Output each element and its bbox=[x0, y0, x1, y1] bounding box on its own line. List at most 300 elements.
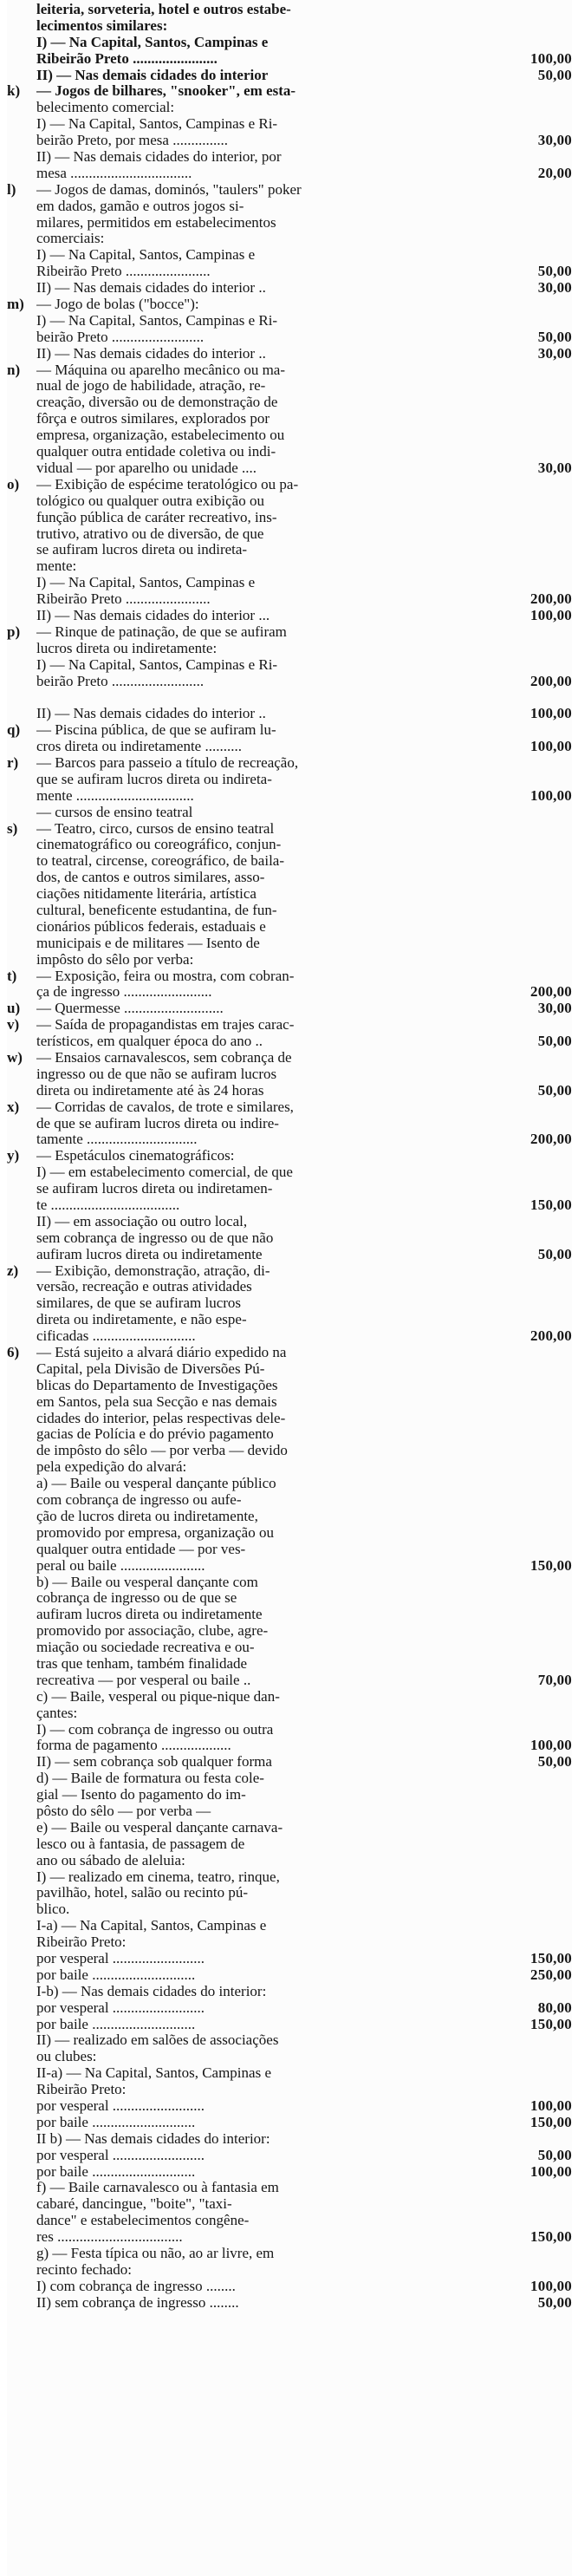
item-marker: 6) bbox=[7, 1344, 20, 1361]
schedule-line bbox=[7, 1771, 572, 1787]
schedule-line bbox=[7, 133, 572, 149]
item-text: por baile ............................ bbox=[36, 1966, 196, 1983]
item-text: promovido por associação, clube, agre- bbox=[36, 1623, 269, 1640]
item-text: dance" e estabelecimentos congêne- bbox=[36, 2213, 250, 2229]
schedule-line bbox=[7, 1984, 572, 2000]
item-text: g) — Festa típica ou não, ao ar livre, em bbox=[36, 2246, 275, 2262]
schedule-line bbox=[7, 2049, 572, 2065]
schedule-line bbox=[7, 984, 572, 1001]
schedule-line bbox=[7, 1214, 572, 1230]
schedule-line bbox=[7, 1705, 572, 1722]
item-text: II b) — Nas demais cidades do interior: bbox=[36, 2130, 270, 2147]
item-text: forma de pagamento ................... bbox=[36, 1738, 231, 1754]
fee-amount: 100,00 bbox=[530, 705, 572, 722]
item-text: cificadas ............................ bbox=[36, 1328, 196, 1345]
item-text: promovido por empresa, organização ou bbox=[36, 1524, 274, 1541]
fee-amount: 50,00 bbox=[537, 263, 572, 280]
item-text: I) — Na Capital, Santos, Campinas e bbox=[36, 247, 256, 264]
fee-amount: 100,00 bbox=[530, 738, 572, 755]
fee-amount: 50,00 bbox=[537, 66, 572, 83]
item-text: — cursos de ensino teatral bbox=[36, 804, 193, 820]
item-text: — Máquina ou aparelho mecânico ou ma- bbox=[36, 362, 286, 378]
item-text: I) — Na Capital, Santos, Campinas e Ri- bbox=[36, 656, 278, 673]
item-text: blicas do Departamento de Investigações bbox=[36, 1377, 278, 1393]
fee-amount: 30,00 bbox=[537, 344, 572, 362]
fee-schedule-list bbox=[7, 2, 572, 2312]
item-text: por vesperal ......................... bbox=[36, 2147, 205, 2163]
item-text: — Ensaios carnavalescos, sem cobrança de bbox=[36, 1050, 292, 1066]
item-text: cinematográfico ou coreográfico, conjun- bbox=[36, 837, 282, 853]
item-marker: o) bbox=[7, 475, 20, 492]
item-text: aufiram lucros direta ou indiretamente bbox=[36, 1607, 263, 1623]
fee-amount: 150,00 bbox=[530, 1197, 572, 1214]
schedule-line bbox=[7, 689, 572, 706]
item-text: II) — Nas demais cidades do interior, por bbox=[36, 149, 282, 166]
item-text: a) — Baile ou vesperal dançante público bbox=[36, 1476, 276, 1492]
item-text: ano ou sábado de aleluia: bbox=[36, 1852, 185, 1868]
schedule-line bbox=[7, 100, 572, 116]
schedule-line bbox=[7, 1869, 572, 1886]
item-text: — Barcos para passeio a título de recreação, bbox=[36, 754, 299, 771]
schedule-line bbox=[7, 182, 572, 199]
fee-amount: 50,00 bbox=[537, 1033, 572, 1050]
schedule-line bbox=[7, 641, 572, 657]
schedule-line bbox=[7, 1836, 572, 1853]
item-text: recreativa — por vesperal ou baile .. bbox=[36, 1672, 251, 1688]
schedule-line bbox=[7, 870, 572, 886]
schedule-line bbox=[7, 903, 572, 919]
fee-amount: 150,00 bbox=[530, 2113, 572, 2130]
schedule-line bbox=[7, 460, 572, 477]
item-text: — Piscina pública, de que se aufiram lu- bbox=[36, 722, 276, 739]
item-text: Ribeirão Preto ....................... bbox=[36, 264, 211, 280]
item-marker: m) bbox=[7, 296, 24, 313]
schedule-line bbox=[7, 1426, 572, 1443]
item-text: II) — sem cobrança sob qualquer forma bbox=[36, 1754, 272, 1771]
item-text: nual de jogo de habilidade, atração, re- bbox=[36, 378, 266, 395]
fee-amount: 200,00 bbox=[530, 983, 572, 1001]
item-text: to teatral, circense, coreográfico, de baila- bbox=[36, 853, 285, 870]
item-text: Capital, pela Divisão de Diversões Pú- bbox=[36, 1360, 265, 1377]
item-text: d) — Baile de formatura ou festa cole- bbox=[36, 1771, 264, 1787]
schedule-line bbox=[7, 575, 572, 591]
schedule-line bbox=[7, 2196, 572, 2213]
schedule-line bbox=[7, 2082, 572, 2098]
schedule-line bbox=[7, 2213, 572, 2229]
item-text: — Exibição, demonstração, atração, di- bbox=[36, 1262, 270, 1279]
item-text: Ribeirão Preto ....................... bbox=[36, 591, 211, 608]
item-text: mente: bbox=[36, 558, 77, 575]
item-text: recinto fechado: bbox=[36, 2261, 132, 2278]
schedule-line bbox=[7, 952, 572, 968]
schedule-line bbox=[7, 329, 572, 346]
schedule-line bbox=[7, 1722, 572, 1738]
schedule-line bbox=[7, 674, 572, 690]
fee-amount: 150,00 bbox=[530, 2015, 572, 2032]
item-text: Ribeirão Preto ....................... bbox=[36, 50, 218, 67]
item-text: — Jogos de damas, dominós, "taulers" poker bbox=[36, 181, 302, 198]
item-text: e) — Baile ou vesperal dançante carnava- bbox=[36, 1819, 283, 1836]
document-page bbox=[7, 0, 572, 2576]
schedule-line bbox=[7, 18, 572, 35]
item-text: I) com cobrança de ingresso ........ bbox=[36, 2278, 236, 2294]
item-text: creação, diversão ou de demonstração de bbox=[36, 395, 278, 411]
item-text: I) — realizado em cinema, teatro, rinque, bbox=[36, 1868, 280, 1885]
item-text: por vesperal ......................... bbox=[36, 2098, 205, 2114]
item-text: — Exposição, feira ou mostra, com cobran- bbox=[36, 968, 295, 984]
item-text: função pública de caráter recreativo, ins- bbox=[36, 509, 277, 525]
item-text: II) — Nas demais cidades do interior ... bbox=[36, 607, 270, 623]
schedule-line bbox=[7, 706, 572, 722]
schedule-line bbox=[7, 1099, 572, 1116]
item-text: se aufiram lucros direta ou indireta- bbox=[36, 542, 248, 558]
schedule-line bbox=[7, 1558, 572, 1575]
item-text: I) — Na Capital, Santos, Campinas e bbox=[36, 575, 256, 591]
fee-amount: 70,00 bbox=[537, 1671, 572, 1688]
schedule-line bbox=[7, 395, 572, 411]
item-marker: t) bbox=[7, 967, 17, 984]
fee-amount: 100,00 bbox=[530, 1737, 572, 1754]
schedule-line bbox=[7, 427, 572, 444]
schedule-line bbox=[7, 739, 572, 755]
schedule-line bbox=[7, 1754, 572, 1771]
item-text: versão, recreação e outras atividades bbox=[36, 1279, 252, 1295]
schedule-line bbox=[7, 1001, 572, 1017]
item-text: — Corridas de cavalos, de trote e similares, bbox=[36, 1099, 294, 1115]
item-text: I) — Na Capital, Santos, Campinas e bbox=[36, 34, 269, 50]
schedule-line bbox=[7, 231, 572, 247]
schedule-line bbox=[7, 1411, 572, 1427]
schedule-line bbox=[7, 1066, 572, 1083]
fee-amount: 30,00 bbox=[537, 279, 572, 297]
item-text: tológico ou qualquer outra exibição ou bbox=[36, 492, 264, 509]
schedule-line bbox=[7, 1263, 572, 1280]
schedule-line bbox=[7, 362, 572, 379]
item-marker: s) bbox=[7, 819, 18, 837]
item-text: de que se aufiram lucros direta ou indire- bbox=[36, 1115, 279, 1131]
item-text: leiteria, sorveteria, hotel e outros estabe- bbox=[36, 2, 291, 17]
item-text: lecimentos similares: bbox=[36, 17, 168, 34]
item-text: direta ou indiretamente, e não espe- bbox=[36, 1312, 247, 1328]
item-text: direta ou indiretamente até às 24 horas bbox=[36, 1082, 264, 1099]
schedule-line bbox=[7, 35, 572, 51]
schedule-line bbox=[7, 1542, 572, 1558]
schedule-line bbox=[7, 558, 572, 575]
item-text: te ................................... bbox=[36, 1197, 180, 1214]
schedule-line bbox=[7, 1131, 572, 1148]
schedule-line bbox=[7, 853, 572, 870]
item-text: I) — em estabelecimento comercial, de que bbox=[36, 1164, 293, 1181]
item-text: similares, de que se aufiram lucros bbox=[36, 1295, 242, 1312]
item-text: gial — Isento do pagamento do im- bbox=[36, 1787, 246, 1803]
schedule-line bbox=[7, 2000, 572, 2017]
item-text: cidades do interior, pelas respectivas dele- bbox=[36, 1410, 286, 1426]
item-text: — Exibição de espécime teratológico ou pa- bbox=[36, 476, 299, 492]
item-marker: p) bbox=[7, 623, 21, 640]
fee-amount: 50,00 bbox=[537, 1245, 572, 1262]
schedule-line bbox=[7, 1803, 572, 1820]
item-text: ingresso ou de que não se aufiram lucros bbox=[36, 1066, 277, 1082]
item-text: I) — com cobrança de ingresso ou outra bbox=[36, 1721, 274, 1738]
schedule-line bbox=[7, 542, 572, 558]
schedule-line bbox=[7, 1476, 572, 1492]
schedule-line bbox=[7, 526, 572, 543]
schedule-line bbox=[7, 788, 572, 805]
item-text: municipais e de militares — Isento de bbox=[36, 935, 260, 951]
schedule-line bbox=[7, 1394, 572, 1411]
schedule-line bbox=[7, 1787, 572, 1803]
schedule-line bbox=[7, 313, 572, 329]
item-text: em Santos, pela sua Secção e nas demais bbox=[36, 1393, 277, 1410]
fee-amount: 150,00 bbox=[530, 2228, 572, 2246]
item-text: empresa, organização, estabelecimento ou bbox=[36, 427, 285, 444]
item-text: Ribeirão Preto: bbox=[36, 1934, 127, 1951]
schedule-line bbox=[7, 1328, 572, 1345]
fee-amount: 100,00 bbox=[530, 49, 572, 67]
schedule-line bbox=[7, 1885, 572, 1901]
schedule-line bbox=[7, 1951, 572, 1967]
schedule-line bbox=[7, 722, 572, 739]
schedule-line bbox=[7, 1509, 572, 1525]
schedule-line bbox=[7, 264, 572, 280]
item-text: que se aufiram lucros direta ou indireta- bbox=[36, 771, 272, 787]
item-marker: n) bbox=[7, 361, 21, 378]
schedule-line bbox=[7, 411, 572, 427]
schedule-line bbox=[7, 1443, 572, 1459]
item-text: por vesperal ......................... bbox=[36, 1999, 205, 2016]
schedule-line bbox=[7, 1590, 572, 1607]
item-text: — Jogos de bilhares, "snooker", em esta- bbox=[36, 83, 296, 100]
item-text: miação ou sociedade recreativa e ou- bbox=[36, 1640, 255, 1656]
schedule-line bbox=[7, 2, 572, 18]
item-marker: v) bbox=[7, 1016, 20, 1034]
fee-amount: 30,00 bbox=[537, 1000, 572, 1017]
schedule-line bbox=[7, 1623, 572, 1640]
schedule-line bbox=[7, 1050, 572, 1066]
item-text: com cobrança de ingresso ou aufe- bbox=[36, 1492, 242, 1509]
schedule-line bbox=[7, 199, 572, 215]
schedule-line bbox=[7, 1181, 572, 1197]
item-text: — Espetáculos cinematográficos: bbox=[36, 1148, 235, 1164]
schedule-line bbox=[7, 1148, 572, 1164]
item-text: II) — Nas demais cidades do interior .. bbox=[36, 280, 266, 297]
item-text: qualquer outra entidade coletiva ou indi- bbox=[36, 444, 276, 460]
schedule-line bbox=[7, 297, 572, 313]
schedule-line bbox=[7, 886, 572, 903]
schedule-line bbox=[7, 1901, 572, 1918]
fee-amount: 150,00 bbox=[530, 1949, 572, 1966]
fee-amount: 100,00 bbox=[530, 2097, 572, 2114]
item-text: terísticos, em qualquer época do ano .. bbox=[36, 1034, 263, 1050]
schedule-line bbox=[7, 591, 572, 608]
item-text: se aufiram lucros direta ou indiretamen- bbox=[36, 1181, 273, 1197]
schedule-line bbox=[7, 1607, 572, 1623]
schedule-line bbox=[7, 1378, 572, 1394]
item-text: — Está sujeito a alvará diário expedido na bbox=[36, 1345, 287, 1361]
schedule-line bbox=[7, 247, 572, 264]
schedule-line bbox=[7, 1197, 572, 1214]
schedule-line bbox=[7, 1575, 572, 1591]
item-text: cabaré, dancingue, "boite", "taxi- bbox=[36, 2196, 232, 2213]
item-text: beirão Preto ......................... bbox=[36, 329, 205, 345]
schedule-line bbox=[7, 444, 572, 460]
schedule-line bbox=[7, 1164, 572, 1181]
schedule-line bbox=[7, 755, 572, 772]
item-text: I-a) — Na Capital, Santos, Campinas e bbox=[36, 1918, 267, 1934]
fee-amount: 200,00 bbox=[530, 590, 572, 608]
schedule-line bbox=[7, 2246, 572, 2262]
fee-amount: 150,00 bbox=[530, 1556, 572, 1574]
item-text: pela expedição do alvará: bbox=[36, 1459, 187, 1476]
schedule-line bbox=[7, 657, 572, 674]
schedule-line bbox=[7, 1361, 572, 1378]
item-text: II) sem cobrança de ingresso ........ bbox=[36, 2294, 239, 2311]
item-text: II) — Nas demais cidades do interior .. bbox=[36, 345, 266, 362]
schedule-line bbox=[7, 2032, 572, 2049]
schedule-line bbox=[7, 1083, 572, 1099]
schedule-line bbox=[7, 1230, 572, 1247]
schedule-line bbox=[7, 1345, 572, 1361]
item-text: pavilhão, hotel, salão ou recinto pú- bbox=[36, 1885, 249, 1901]
item-text: lucros direta ou indiretamente: bbox=[36, 640, 218, 656]
item-text: em dados, gamão e outros jogos si- bbox=[36, 198, 244, 214]
schedule-line bbox=[7, 1525, 572, 1542]
item-text: — Quermesse ........................... bbox=[36, 1001, 224, 1017]
item-text: qualquer outra entidade — por ves- bbox=[36, 1541, 246, 1557]
item-text: II) — em associação ou outro local, bbox=[36, 1213, 248, 1229]
schedule-line bbox=[7, 2148, 572, 2164]
schedule-line bbox=[7, 805, 572, 821]
item-text: tras que tenham, também finalidade bbox=[36, 1655, 248, 1672]
item-text: I) — Na Capital, Santos, Campinas e Ri- bbox=[36, 116, 278, 133]
item-text: — Jogo de bolas ("bocce"): bbox=[36, 297, 199, 313]
fee-amount: 50,00 bbox=[537, 328, 572, 345]
schedule-line bbox=[7, 1689, 572, 1705]
item-text: mesa ................................. bbox=[36, 165, 192, 181]
item-marker: w) bbox=[7, 1049, 23, 1066]
item-text: impôsto do sêlo por verba: bbox=[36, 951, 194, 968]
item-text: tamente .............................. bbox=[36, 1131, 198, 1148]
schedule-line bbox=[7, 2295, 572, 2312]
schedule-line bbox=[7, 1656, 572, 1673]
schedule-line bbox=[7, 2164, 572, 2181]
schedule-line bbox=[7, 1312, 572, 1328]
schedule-line bbox=[7, 477, 572, 493]
schedule-line bbox=[7, 772, 572, 788]
schedule-line bbox=[7, 2098, 572, 2115]
schedule-line bbox=[7, 919, 572, 936]
fee-amount: 20,00 bbox=[537, 164, 572, 181]
item-text: dos, de cantos e outros similares, asso- bbox=[36, 870, 265, 886]
schedule-line bbox=[7, 149, 572, 166]
item-text: ou clubes: bbox=[36, 2049, 97, 2065]
item-text: I) — Na Capital, Santos, Campinas e Ri- bbox=[36, 312, 278, 329]
item-text: beirão Preto, por mesa ............... bbox=[36, 133, 228, 149]
fee-amount: 250,00 bbox=[530, 1966, 572, 1983]
item-text: II-a) — Na Capital, Santos, Campinas e bbox=[36, 2065, 271, 2082]
item-text: por baile ............................ bbox=[36, 2114, 196, 2130]
schedule-line bbox=[7, 837, 572, 853]
fee-amount: 80,00 bbox=[537, 1999, 572, 2016]
schedule-line bbox=[7, 2065, 572, 2082]
schedule-line bbox=[7, 1673, 572, 1689]
item-text: por vesperal ......................... bbox=[36, 1950, 205, 1966]
schedule-line bbox=[7, 1247, 572, 1263]
item-text: gacias de Polícia e do prévio pagamento bbox=[36, 1426, 274, 1443]
item-marker: k) bbox=[7, 82, 21, 100]
item-text: cionários públicos federais, estaduais e bbox=[36, 918, 266, 935]
schedule-line bbox=[7, 608, 572, 624]
fee-amount: 50,00 bbox=[537, 1753, 572, 1771]
schedule-line bbox=[7, 1034, 572, 1050]
schedule-line bbox=[7, 83, 572, 100]
item-text: peral ou baile ....................... bbox=[36, 1557, 205, 1574]
item-text: por baile ............................ bbox=[36, 2016, 196, 2032]
item-text: — Rinque de patinação, de que se aufiram bbox=[36, 623, 287, 640]
item-text: sem cobrança de ingresso ou de que não bbox=[36, 1229, 274, 1246]
item-text: II) — Nas demais cidades do interior .. bbox=[36, 706, 266, 722]
fee-amount: 50,00 bbox=[537, 2293, 572, 2311]
item-text: pôsto do sêlo — por verba — bbox=[36, 1803, 211, 1819]
schedule-line bbox=[7, 280, 572, 297]
schedule-line bbox=[7, 1738, 572, 1754]
item-text: blico. bbox=[36, 1901, 70, 1918]
fee-amount: 30,00 bbox=[537, 459, 572, 476]
item-text: lesco ou à fantasia, de passagem de bbox=[36, 1836, 245, 1852]
schedule-line bbox=[7, 2115, 572, 2131]
fee-amount: 100,00 bbox=[530, 606, 572, 623]
fee-amount: 50,00 bbox=[537, 1081, 572, 1099]
item-text: beirão Preto ......................... bbox=[36, 673, 205, 689]
item-text: b) — Baile ou vesperal dançante com bbox=[36, 1574, 258, 1590]
item-text: trutivo, atrativo ou de diversão, de que bbox=[36, 525, 264, 542]
item-text: vidual — por aparelho ou unidade .... bbox=[36, 460, 257, 476]
item-text: cros direta ou indiretamente .......... bbox=[36, 739, 242, 755]
item-text: c) — Baile, vesperal ou pique-nique dan- bbox=[36, 1688, 280, 1705]
item-text: f) — Baile carnavalesco ou à fantasia em bbox=[36, 2180, 279, 2196]
item-text: mente ................................ bbox=[36, 787, 194, 804]
fee-amount: 30,00 bbox=[537, 132, 572, 149]
item-text: — Saída de propagandistas em trajes carac- bbox=[36, 1017, 295, 1034]
schedule-line bbox=[7, 1967, 572, 1984]
item-text: milares, permitidos em estabelecimentos bbox=[36, 214, 276, 231]
schedule-line bbox=[7, 1820, 572, 1836]
item-text: ciações nitidamente literária, artística bbox=[36, 886, 257, 903]
schedule-line bbox=[7, 1459, 572, 1476]
fee-amount: 200,00 bbox=[530, 1131, 572, 1148]
schedule-line bbox=[7, 346, 572, 362]
item-marker: x) bbox=[7, 1098, 20, 1115]
schedule-line bbox=[7, 68, 572, 84]
schedule-line bbox=[7, 51, 572, 68]
schedule-line bbox=[7, 2131, 572, 2148]
schedule-line bbox=[7, 510, 572, 526]
item-text: Ribeirão Preto: bbox=[36, 2082, 127, 2098]
item-marker: r) bbox=[7, 753, 19, 771]
schedule-line bbox=[7, 2262, 572, 2279]
schedule-line bbox=[7, 116, 572, 133]
item-text: aufiram lucros direta ou indiretamente bbox=[36, 1246, 263, 1262]
fee-amount: 100,00 bbox=[530, 2277, 572, 2294]
item-marker: l) bbox=[7, 180, 16, 198]
schedule-line bbox=[7, 1640, 572, 1656]
schedule-line bbox=[7, 1295, 572, 1312]
schedule-line bbox=[7, 968, 572, 985]
item-text: res .................................. bbox=[36, 2229, 183, 2246]
item-text: I-b) — Nas demais cidades do interior: bbox=[36, 1983, 267, 1999]
schedule-line bbox=[7, 493, 572, 510]
item-marker: u) bbox=[7, 1000, 21, 1017]
